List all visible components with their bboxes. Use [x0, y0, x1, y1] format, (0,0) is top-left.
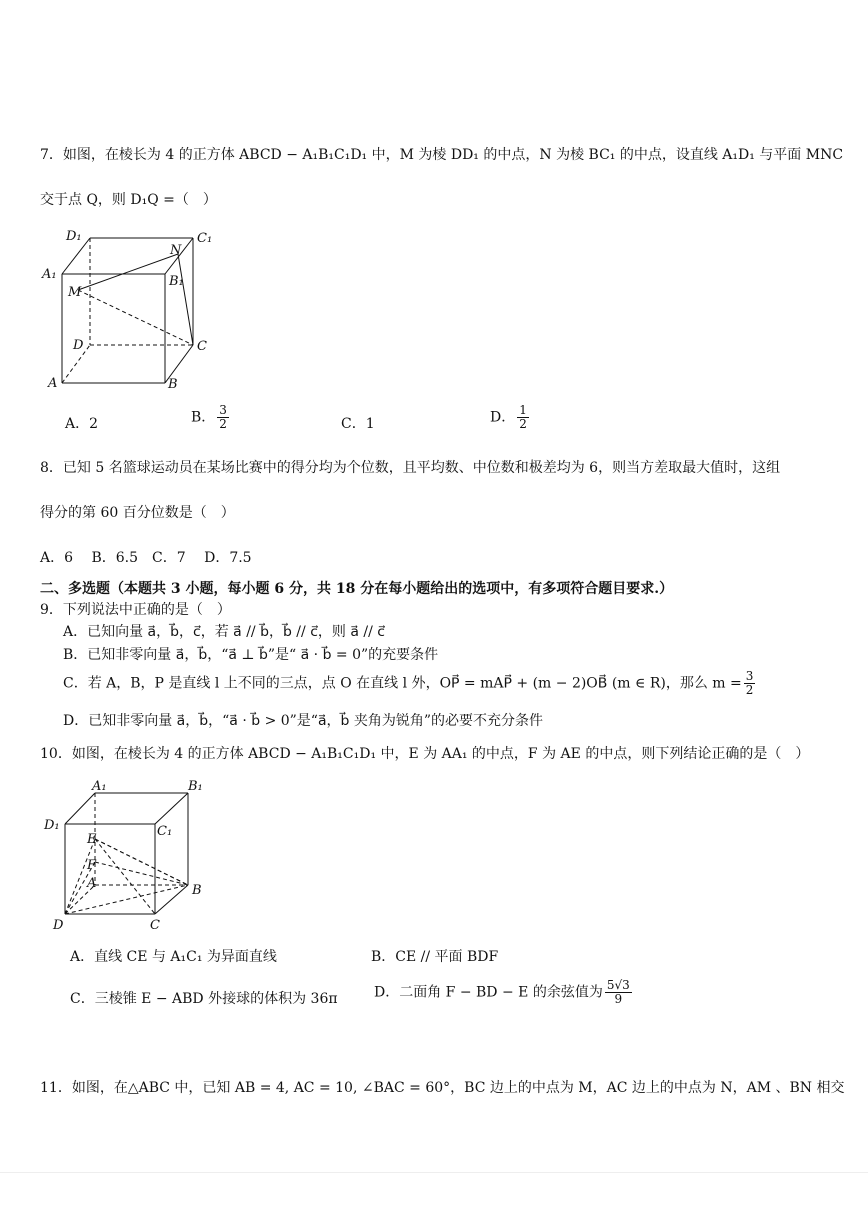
- q7-fig-label-A: A: [48, 376, 58, 391]
- q9-option-c-num: 3: [745, 669, 754, 683]
- q7-option-d-den: 2: [519, 417, 527, 431]
- q9-option-c-den: 2: [745, 683, 754, 697]
- q7-stem-line2: 交于点 Q，则 D₁Q =（ ）: [40, 192, 217, 208]
- q10-fig-label-A1: A₁: [92, 779, 107, 794]
- q8-stem-line2: 得分的第 60 百分位数是（ ）: [40, 505, 235, 521]
- q9-stem: 9．下列说法中正确的是（ ）: [40, 602, 231, 618]
- q7-fig-label-D1: D₁: [66, 229, 82, 244]
- q10-option-d-num: 5√3: [606, 978, 630, 992]
- q7-fig-label-C1: C₁: [197, 231, 213, 246]
- q10-fig-label-B: B: [192, 883, 202, 898]
- q8-stem-line1: 8．已知 5 名篮球运动员在某场比赛中的得分均为个位数，且平均数、中位数和极差均为 6，则当方差取最大值时，这组: [40, 460, 781, 476]
- q10-option-a: A．直线 CE 与 A₁C₁ 为异面直线: [70, 949, 277, 965]
- q7-fig-label-A1: A₁: [42, 267, 57, 282]
- q7-option-a: A．2: [65, 416, 99, 432]
- q9-option-c-text: C．若 A，B，P 是直线 l 上不同的三点，点 O 在直线 l 外，OP⃗ = mAP⃗ + (m − 2)OB⃗ (m ∈ R)，那么 m =: [63, 675, 742, 692]
- q11-stem-line1: 11．如图，在△ABC 中，已知 AB = 4, AC = 10, ∠BAC = 60°，BC 边上的中点为 M，AC 边上的中点为 N，AM 、BN 相交: [40, 1080, 845, 1096]
- q9-option-b: B．已知非零向量 a⃗，b⃗，“a⃗ ⊥ b⃗”是“ a⃗ · b⃗ = 0”的充要条件: [63, 647, 439, 663]
- q7-option-d: [490, 404, 531, 431]
- q7-option-b-prefix: B．: [191, 409, 216, 426]
- q7-cube-figure: [40, 228, 240, 392]
- q7-fig-label-B1: B₁: [169, 274, 184, 289]
- q7-option-d-prefix: D．: [490, 409, 516, 426]
- q10-option-d-prefix: D．二面角 F − BD − E 的余弦值为: [374, 984, 603, 1001]
- q10-fig-label-D1: D₁: [44, 818, 60, 833]
- q10-option-d-den: 9: [614, 992, 623, 1006]
- q10-fig-label-A: A: [87, 876, 97, 891]
- q9-option-d: D．已知非零向量 a⃗，b⃗，“a⃗ · b⃗ > 0”是“a⃗，b⃗ 夹角为锐角”的必要不充分条件: [63, 713, 544, 729]
- q10-fig-label-B1: B₁: [188, 779, 203, 794]
- q9-option-c: [63, 670, 757, 697]
- q10-stem: 10．如图，在棱长为 4 的正方体 ABCD − A₁B₁C₁D₁ 中，E 为 AA₁ 的中点，F 为 AE 的中点，则下列结论正确的是（ ）: [40, 746, 810, 762]
- q7-option-b-den: 2: [219, 417, 227, 431]
- q9-option-a: A．已知向量 a⃗，b⃗，c⃗，若 a⃗ // b⃗，b⃗ // c⃗，则 a⃗ // c⃗: [63, 624, 385, 640]
- section2-heading: 二、多选题（本题共 3 小题，每小题 6 分，共 18 分在每小题给出的选项中，有多项符合题目要求.）: [40, 581, 674, 597]
- q10-option-d: [374, 979, 634, 1006]
- q9-option-c-fraction: [744, 670, 756, 697]
- q8-options: A．6 B．6.5 C．7 D．7.5: [40, 550, 252, 566]
- q10-fig-label-F: F: [87, 858, 97, 873]
- q10-fig-label-E: E: [87, 832, 97, 847]
- q10-option-b: B．CE // 平面 BDF: [371, 949, 499, 965]
- q10-fig-label-C: C: [150, 918, 160, 933]
- q7-stem-line1: 7．如图，在棱长为 4 的正方体 ABCD − A₁B₁C₁D₁ 中，M 为棱 DD₁ 的中点，N 为棱 BC₁ 的中点，设直线 A₁D₁ 与平面 MNC: [40, 147, 844, 163]
- q7-option-c: C．1: [341, 416, 375, 432]
- q7-option-b-num: 3: [219, 403, 227, 417]
- q7-fig-label-N: N: [170, 243, 182, 258]
- q10-option-d-fraction: [605, 979, 632, 1006]
- page-bottom-divider: [0, 1172, 868, 1173]
- q10-fig-label-C1: C₁: [157, 824, 173, 839]
- q10-option-c: C．三棱锥 E − ABD 外接球的体积为 36π: [70, 991, 338, 1007]
- q10-fig-label-D: D: [53, 918, 64, 933]
- q7-fig-label-C: C: [197, 339, 207, 354]
- q10-cube-figure: [40, 777, 220, 937]
- q7-option-b-fraction: [217, 404, 229, 431]
- q7-fig-label-M: M: [68, 285, 82, 300]
- q7-option-d-num: 1: [519, 403, 527, 417]
- q7-option-d-fraction: [517, 404, 529, 431]
- q7-fig-label-D: D: [73, 338, 84, 353]
- q7-option-b: [191, 404, 231, 431]
- q7-fig-label-B: B: [168, 377, 178, 392]
